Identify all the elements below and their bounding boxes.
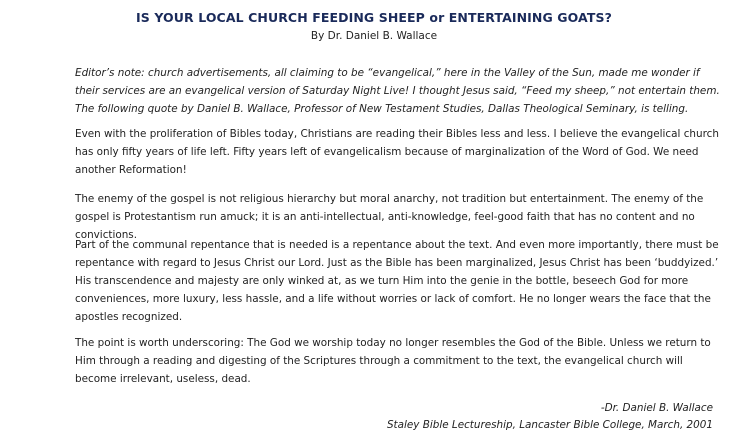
article-byline: By Dr. Daniel B. Wallace bbox=[310, 30, 438, 42]
source-citation: Staley Bible Lectureship, Lancaster Bible College, March, 2001 bbox=[386, 419, 713, 431]
paragraph-4: The point is worth underscoring: The God we worship today no longer resembles the God of the Bible. Unless we return to Him through a reading and digesting of the Scriptures through a commitment to the text, the evangelical church will become irrelevant, useless, dead. bbox=[75, 337, 711, 385]
paragraph-1: Even with the proliferation of Bibles today, Christians are reading their Bibles less and less. I believe the evangelical church has only fifty years of life left. Fifty years left of evangelicalism because of marginalization of the Word of God. We need another Reformation! bbox=[75, 128, 719, 176]
paragraph-2: The enemy of the gospel is not religious hierarchy but moral anarchy, not tradition but entertainment. The enemy of the gospel is Protestantism run amuck; it is an anti-intellectual, anti-knowledge, feel-good faith that has no content and no convictions. bbox=[75, 193, 704, 241]
signature: -Dr. Daniel B. Wallace bbox=[600, 402, 713, 414]
paragraph-3: Part of the communal repentance that is needed is a repentance about the text. And even more importantly, there must be repentance with regard to Jesus Christ our Lord. Just as the Bible has been marginalized, Jesus Christ has been ‘buddyized.’ His transcendence and majesty are only winked at, as we turn Him into the genie in the bottle, beseech God for more conveniences, more luxury, less hassle, and a life without worries or lack of comfort. He no longer wears the face that the apostles recognized. bbox=[75, 239, 719, 323]
article-title: IS YOUR LOCAL CHURCH FEEDING SHEEP or ENTERTAINING GOATS? bbox=[136, 10, 612, 25]
editors-note: Editor’s note: church advertisements, all claiming to be “evangelical,” here in the Valley of the Sun, made me wonder if their services are an evangelical version of Saturday Night Live! I thought Jesus said, “Feed my sheep,” not entertain them. The following quote by Daniel B. Wallace, Professor of New Testament Studies, Dallas Theological Seminary, is telling. bbox=[75, 67, 720, 115]
